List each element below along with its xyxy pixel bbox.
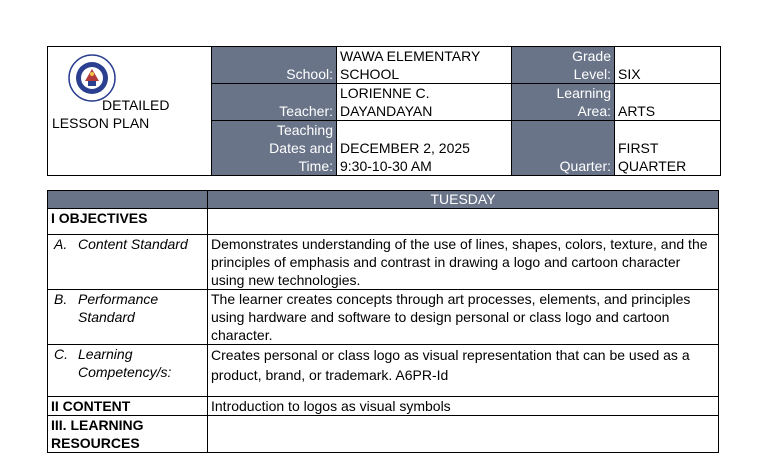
deped-seal-icon: [68, 54, 116, 102]
area-label: Learning Area:: [512, 84, 615, 121]
content-text: Introduction to logos as visual symbols: [208, 397, 719, 416]
resources-value: [208, 416, 719, 453]
content-standard-label: A. Content Standard: [48, 235, 208, 290]
doc-title-line2: LESSON PLAN: [52, 115, 150, 131]
content-label: II CONTENT: [48, 397, 208, 416]
school-label: School:: [212, 47, 337, 84]
content-standard-text: Demonstrates understanding of the use of lines, shapes, colors, texture, and the principles of emphasis and contrast in drawing a logo and cartoon character using new technologies.: [208, 235, 719, 290]
day-header: TUESDAY: [208, 191, 719, 209]
resources-label: III. LEARNING RESOURCES: [48, 416, 208, 453]
grade-value: SIX: [615, 47, 721, 84]
quarter-label: Quarter:: [512, 121, 615, 176]
grade-label: Grade Level:: [512, 47, 615, 84]
learning-competency-label: C. Learning Competency/s:: [48, 345, 208, 397]
quarter-value: FIRST QUARTER: [615, 121, 721, 176]
performance-standard-text: The learner creates concepts through art processes, elements, and principles using hardware and software to design personal or class logo and cartoon character.: [208, 290, 719, 345]
dates-value: DECEMBER 2, 2025 9:30-10-30 AM: [337, 121, 512, 176]
objectives-value: [208, 209, 719, 235]
objectives-label: I OBJECTIVES: [48, 209, 208, 235]
performance-standard-label: B. Performance Standard: [48, 290, 208, 345]
header-table: [47, 46, 721, 176]
dates-label: Teaching Dates and Time:: [212, 121, 337, 176]
corner-cell: [48, 191, 208, 209]
lesson-plan-table: [47, 190, 719, 453]
learning-competency-text: Creates personal or class logo as visual representation that can be used as a product, brand, or trademark. A6PR-Id: [208, 345, 719, 397]
school-value: WAWA ELEMENTARY SCHOOL: [337, 47, 512, 84]
logo-title-cell: [48, 47, 212, 176]
teacher-label: Teacher:: [212, 84, 337, 121]
teacher-value: LORIENNE C. DAYANDAYAN: [337, 84, 512, 121]
doc-title-line1: DETAILED: [102, 97, 170, 113]
area-value: ARTS: [615, 84, 721, 121]
